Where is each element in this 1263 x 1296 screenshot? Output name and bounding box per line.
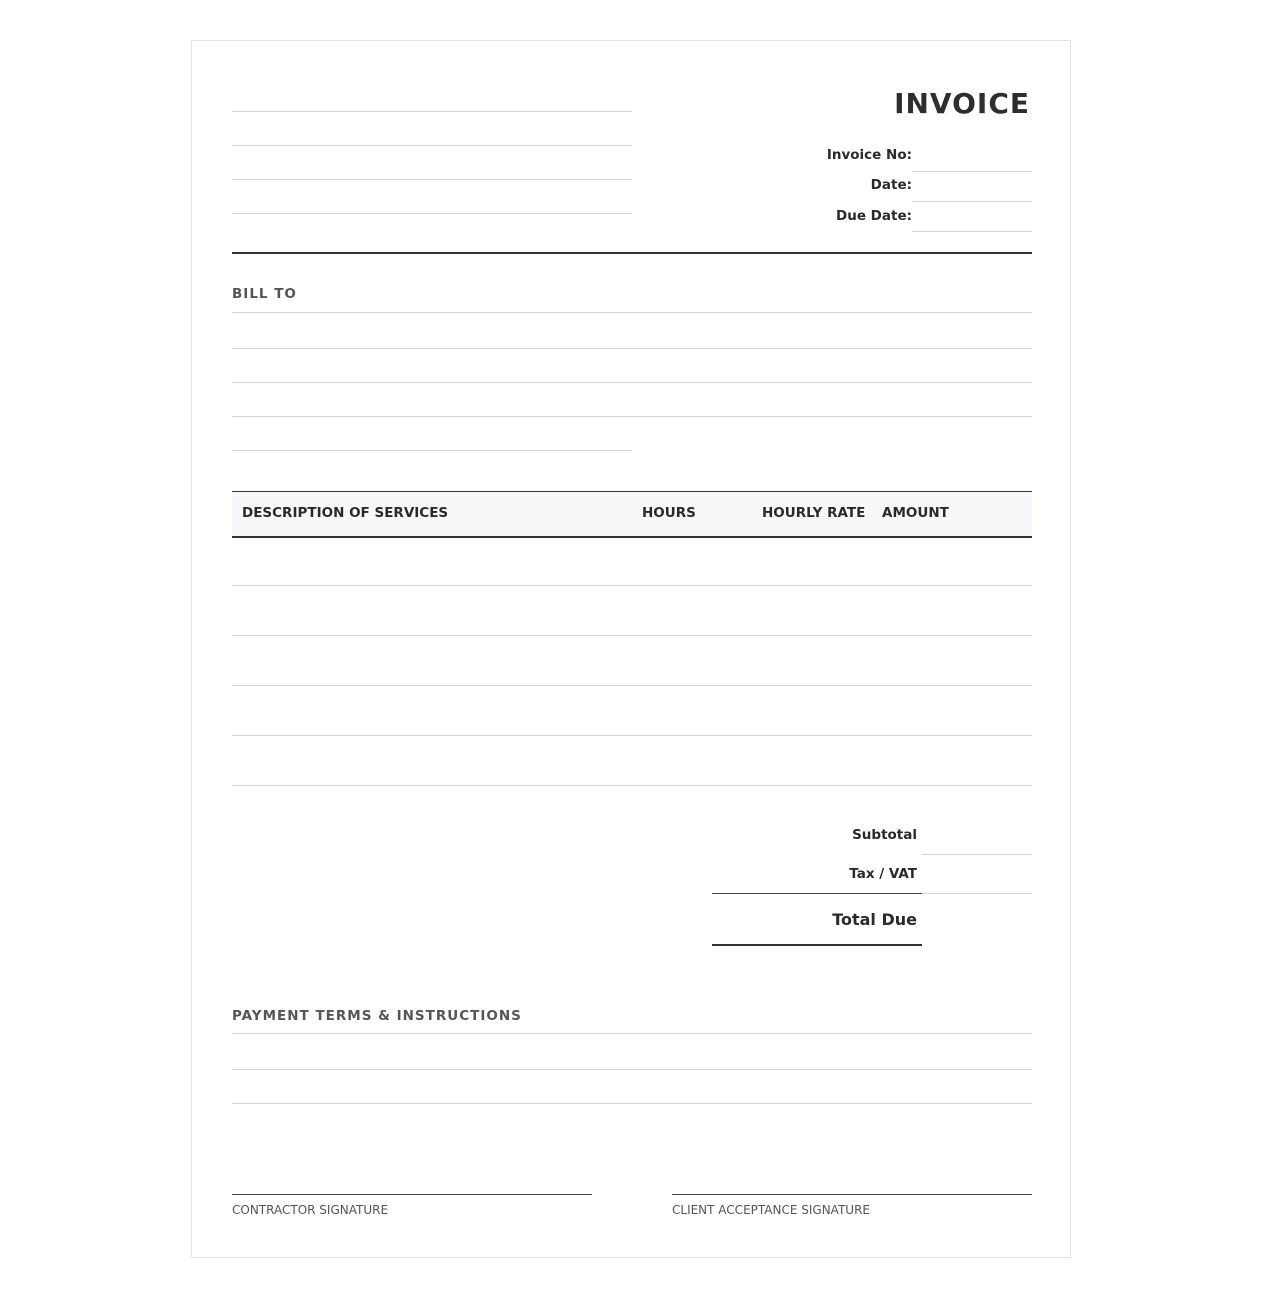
- subtotal-label: Subtotal: [852, 827, 917, 843]
- col-description: DESCRIPTION OF SERVICES: [242, 505, 449, 521]
- bill-to-line-3[interactable]: [232, 382, 1032, 383]
- contractor-signature-line[interactable]: [232, 1194, 592, 1195]
- bill-to-line-2[interactable]: [232, 348, 1032, 349]
- date-label: Date:: [870, 177, 912, 193]
- subtotal-field[interactable]: [922, 854, 1032, 855]
- tax-field[interactable]: [922, 893, 1032, 894]
- bill-to-label: BILL TO: [232, 286, 297, 302]
- payment-terms-label: PAYMENT TERMS & INSTRUCTIONS: [232, 1008, 522, 1024]
- sender-line-3[interactable]: [232, 179, 632, 180]
- invoice-no-field[interactable]: [912, 171, 1032, 172]
- sender-line-4[interactable]: [232, 213, 632, 214]
- bill-to-line-1[interactable]: [232, 312, 1032, 313]
- table-row[interactable]: [232, 635, 1032, 636]
- due-date-field[interactable]: [912, 231, 1032, 232]
- payment-line-2[interactable]: [232, 1069, 1032, 1070]
- header-divider: [232, 252, 1032, 254]
- table-row[interactable]: [232, 585, 1032, 586]
- invoice-page: [191, 40, 1071, 1258]
- table-row[interactable]: [232, 785, 1032, 786]
- tax-label: Tax / VAT: [849, 866, 917, 882]
- col-hours: HOURS: [642, 505, 696, 521]
- services-table-header: [232, 491, 1032, 538]
- table-row[interactable]: [232, 685, 1032, 686]
- date-field[interactable]: [912, 201, 1032, 202]
- invoice-no-label: Invoice No:: [826, 147, 912, 163]
- total-due-label: Total Due: [832, 910, 917, 929]
- total-due-divider: [712, 944, 922, 946]
- invoice-title: INVOICE: [894, 87, 1030, 120]
- client-signature-label: CLIENT ACCEPTANCE SIGNATURE: [672, 1203, 870, 1217]
- tax-divider: [712, 893, 922, 894]
- payment-line-1[interactable]: [232, 1033, 1032, 1034]
- due-date-label: Due Date:: [836, 208, 912, 224]
- bill-to-line-5[interactable]: [232, 450, 632, 451]
- bill-to-line-4[interactable]: [232, 416, 1032, 417]
- sender-line-1[interactable]: [232, 111, 632, 112]
- col-amount: AMOUNT: [882, 505, 949, 521]
- contractor-signature-label: CONTRACTOR SIGNATURE: [232, 1203, 389, 1217]
- table-row[interactable]: [232, 735, 1032, 736]
- sender-line-2[interactable]: [232, 145, 632, 146]
- col-hourly-rate: HOURLY RATE: [762, 505, 866, 521]
- client-signature-line[interactable]: [672, 1194, 1032, 1195]
- payment-line-3[interactable]: [232, 1103, 1032, 1104]
